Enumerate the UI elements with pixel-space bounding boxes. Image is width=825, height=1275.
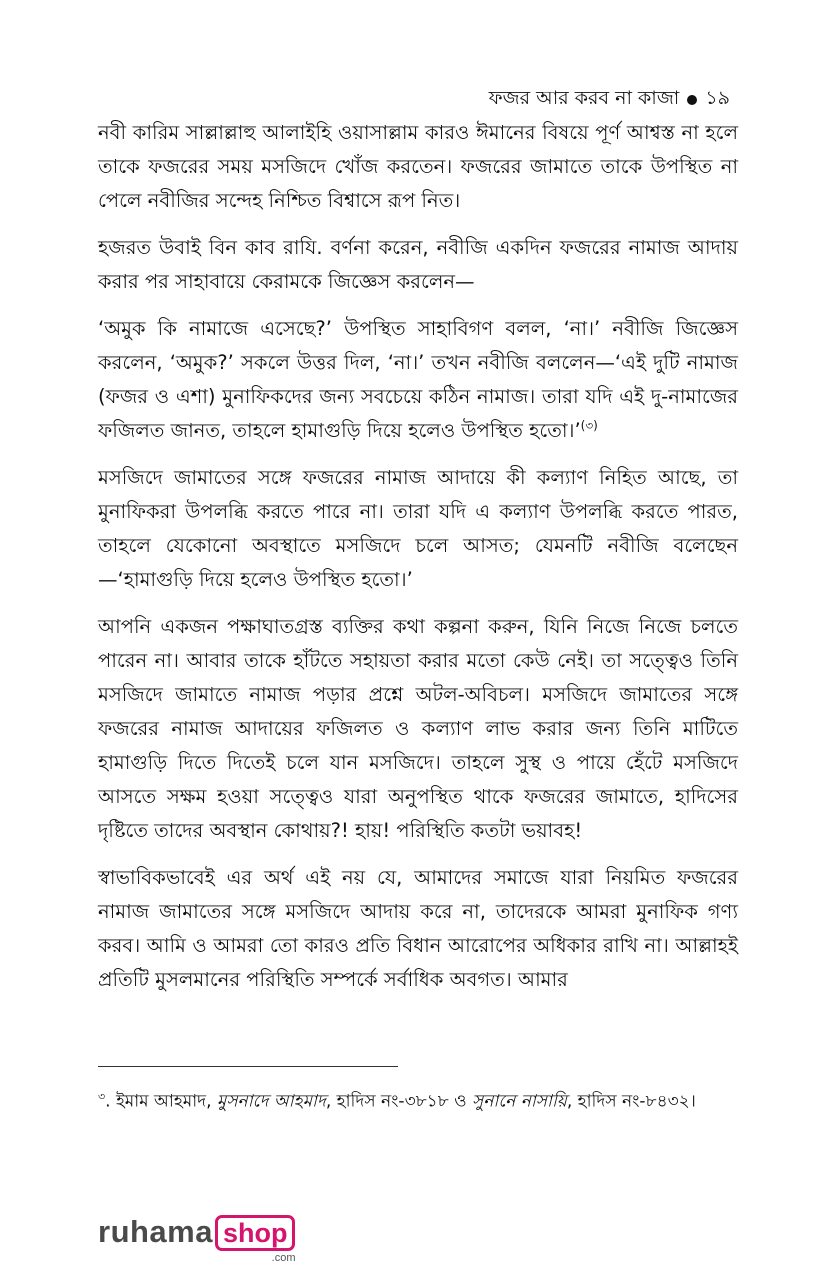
paragraph-3	[98, 312, 738, 448]
footnote-divider	[98, 1066, 398, 1067]
body-text	[98, 116, 738, 1010]
running-header	[489, 84, 730, 116]
footnote-marker[interactable]: (৩)	[580, 418, 598, 433]
footnote-book-1: মুসনাদে আহমাদ	[216, 1091, 326, 1112]
paragraph-2: হজরত উবাই বিন কাব রাযি. বর্ণনা করেন, নবীজি একদিন ফজরের নামাজ আদায় করার পর সাহাবায়ে কেরামকে জিজ্ঞেস করলেন—	[98, 236, 738, 293]
footnote-number: ৩	[98, 1090, 106, 1103]
paragraph-3-text: ‘অমুক কি নামাজে এসেছে?’ উপস্থিত সাহাবিগণ বলল, ‘না।’ নবীজি জিজ্ঞেস করলেন, ‘অমুক?’ সকলে উত্তর দিল, ‘না।’ তখন নবীজি বললেন—‘এই দুটি নামাজ (ফজর ও এশা) মুনাফিকদের জন্য সবচেয়ে কঠিন নামাজ। তারা যদি এই দু-নামাজের ফজিলত জানত, তাহলে হামাগুড়ি দিয়ে হলেও উপস্থিত হতো।’	[98, 317, 738, 442]
footnote-text-1: . ইমাম আহমাদ,	[105, 1091, 217, 1112]
paragraph-4: মসজিদে জামাতের সঙ্গে ফজরের নামাজ আদায়ে কী কল্যাণ নিহিত আছে, তা মুনাফিকরা উপলব্ধি করতে পারে না। তারা যদি এ কল্যাণ উপলব্ধি করতে পারত, তাহলে যেকোনো অবস্থাতে মসজিদে চলে আসত; যেমনটি নবীজি বলেছেন—‘হামাগুড়ি দিয়ে হলেও উপস্থিত হতো।’	[98, 466, 738, 591]
ruhamashop-logo	[98, 1215, 295, 1265]
footnote	[98, 1082, 738, 1117]
paragraph-6: স্বাভাবিকভাবেই এর অর্থ এই নয় যে, আমাদের সমাজে যারা নিয়মিত ফজরের নামাজ জামাতের সঙ্গে মসজিদে আদায় করে না, তাদেরকে আমরা মুনাফিক গণ্য করব। আমি ও আমরা তো কারও প্রতি বিধান আরোপের অধিকার রাখি না। আল্লাহই প্রতিটি মুসলমানের পরিস্থিতি সম্পর্কে সর্বাধিক অবগত। আমার	[98, 866, 738, 991]
footnote-book-2: সুনানে নাসায়ি	[472, 1091, 567, 1112]
bullet-icon	[687, 95, 697, 105]
logo-ruhama: ruhama	[98, 1214, 213, 1249]
chapter-title: ফজর আর করব না কাজা	[488, 87, 680, 109]
footnote-text-3: , হাদিস নং-৮৪৩২।	[566, 1091, 696, 1112]
logo-domain: .com	[271, 1252, 296, 1264]
logo-shop-wrap	[215, 1215, 296, 1265]
page-number: ১৯	[705, 87, 730, 109]
logo-shop: shop	[215, 1215, 296, 1251]
footnote-text-2: , হাদিস নং-৩৮১৮ ও	[325, 1091, 473, 1112]
paragraph-5: আপনি একজন পক্ষাঘাতগ্রস্ত ব্যক্তির কথা কল্পনা করুন, যিনি নিজে নিজে চলতে পারেন না। আবার তাকে হাঁটতে সহায়তা করার মতো কেউ নেই। তা সত্ত্বেও তিনি মসজিদে জামাতে নামাজ পড়ার প্রশ্নে অটল-অবিচল। মসজিদে জামাতের সঙ্গে ফজরের নামাজ আদায়ের ফজিলত ও কল্যাণ লাভ করার জন্য তিনি মাটিতে হামাগুড়ি দিতে দিতেই চলে যান মসজিদে। তাহলে সুস্থ ও পায়ে হেঁটে মসজিদে আসতে সক্ষম হওয়া সত্ত্বেও যারা অনুপস্থিত থাকে ফজরের জামাতে, হাদিসের দৃষ্টিতে তাদের অবস্থান কোথায়?! হায়! পরিস্থিতি কতটা ভয়াবহ!	[98, 615, 738, 842]
paragraph-1: নবী কারিম সাল্লাল্লাহু আলাইহি ওয়াসাল্লাম কারও ঈমানের বিষয়ে পূর্ণ আশ্বস্ত না হলে তাকে ফজরের সময় মসজিদে খোঁজ করতেন। ফজরের জামাতে তাকে উপস্থিত না পেলে নবীজির সন্দেহ নিশ্চিত বিশ্বাসে রূপ নিত।	[98, 121, 738, 212]
